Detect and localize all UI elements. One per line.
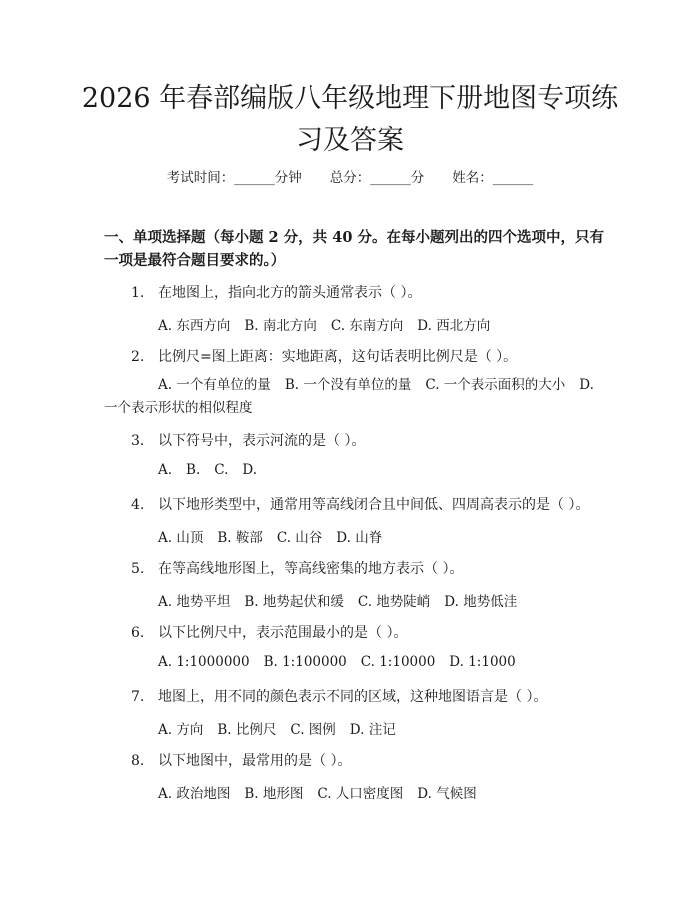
option-b: B. 地势起伏和缓 (244, 594, 344, 610)
option-c: C. 地势陡峭 (357, 594, 431, 610)
total-score-field: 总分：______分 (329, 170, 425, 186)
option-a: A. 政治地图 (158, 786, 231, 802)
option-c: C. 山谷 (276, 530, 323, 546)
question-6-options (158, 654, 530, 670)
question-2 (131, 346, 517, 366)
option-b: B. 鞍部 (217, 530, 263, 546)
option-d: D. 一个表示形状的相似程度 (104, 377, 594, 416)
option-a: A. (158, 462, 173, 478)
option-d: D. 气候图 (417, 786, 477, 802)
option-b: B. 一个没有单位的量 (284, 377, 412, 393)
question-number: 5. (131, 561, 145, 577)
option-b: B. 比例尺 (217, 722, 277, 738)
option-b: B. 地形图 (244, 786, 304, 802)
question-text: 比例尺=图上距离：实地距离，这句话表明比例尺是（ ）。 (158, 349, 518, 365)
question-number: 2. (131, 349, 145, 365)
question-number: 3. (131, 433, 145, 449)
option-c: C. 1:10000 (360, 654, 436, 670)
option-d: D. 地势低洼 (444, 594, 518, 610)
question-number: 6. (131, 625, 145, 641)
option-d: D. 1:1000 (449, 654, 516, 670)
question-8 (131, 750, 351, 770)
option-a: A. 1:1000000 (158, 654, 250, 670)
exam-info-line (0, 166, 700, 186)
option-a: A. 一个有单位的量 (158, 377, 271, 393)
question-number: 8. (131, 753, 145, 769)
option-b: B. (186, 462, 201, 478)
question-text: 以下地图中，最常用的是（ ）。 (158, 753, 352, 769)
section-heading: 一、单项选择题（每小题 2 分，共 40 分。在每小题列出的四个选项中，只有一项是最符合题目要求的。） (104, 229, 604, 269)
question-3 (131, 430, 365, 450)
question-2-options (104, 374, 594, 420)
question-text: 以下地形类型中，通常用等高线闭合且中间低、四周高表示的是（ ）。 (158, 497, 590, 513)
option-d: D. 西北方向 (417, 318, 491, 334)
option-a: A. 方向 (158, 722, 204, 738)
option-c: C. 东南方向 (330, 318, 404, 334)
option-c: C. (214, 462, 229, 478)
title-line-2: 习及答案 (296, 125, 404, 156)
question-text: 在地图上，指向北方的箭头通常表示（ ）。 (158, 285, 422, 301)
option-c: C. 人口密度图 (317, 786, 404, 802)
option-a: A. 地势平坦 (158, 594, 231, 610)
exam-time-field: 考试时间：______分钟 (166, 170, 302, 186)
option-a: A. 山顶 (158, 530, 204, 546)
question-8-options (158, 782, 491, 802)
option-a: A. 东西方向 (158, 318, 231, 334)
question-4 (131, 494, 589, 514)
student-name-field: 姓名：______ (452, 170, 534, 186)
question-5 (131, 558, 463, 578)
title-line-1: 2026 年春部编版八年级地理下册地图专项练 (81, 83, 619, 114)
option-d: D. 山脊 (336, 530, 383, 546)
question-text: 以下比例尺中，表示范围最小的是（ ）。 (158, 625, 408, 641)
question-text: 在等高线地形图上，等高线密集的地方表示（ ）。 (158, 561, 464, 577)
question-number: 7. (131, 689, 145, 705)
question-number: 1. (131, 285, 145, 301)
option-d: D. 注记 (349, 722, 396, 738)
question-7 (131, 686, 547, 706)
question-number: 4. (131, 497, 145, 513)
question-text: 以下符号中，表示河流的是（ ）。 (158, 433, 366, 449)
question-3-options (158, 462, 271, 478)
option-b: B. 南北方向 (244, 318, 317, 334)
question-5-options (158, 590, 531, 610)
question-1 (131, 282, 421, 302)
option-b: B. 1:100000 (263, 654, 347, 670)
option-d: D. (242, 462, 258, 478)
question-4-options (158, 526, 396, 546)
option-c: C. 图例 (290, 722, 336, 738)
question-text: 地图上，用不同的颜色表示不同的区域，这种地图语言是（ ）。 (158, 689, 548, 705)
question-1-options (158, 314, 504, 334)
option-c: C. 一个表示面积的大小 (425, 377, 566, 393)
question-7-options (158, 718, 410, 738)
question-6 (131, 622, 407, 642)
document-title (0, 78, 700, 162)
